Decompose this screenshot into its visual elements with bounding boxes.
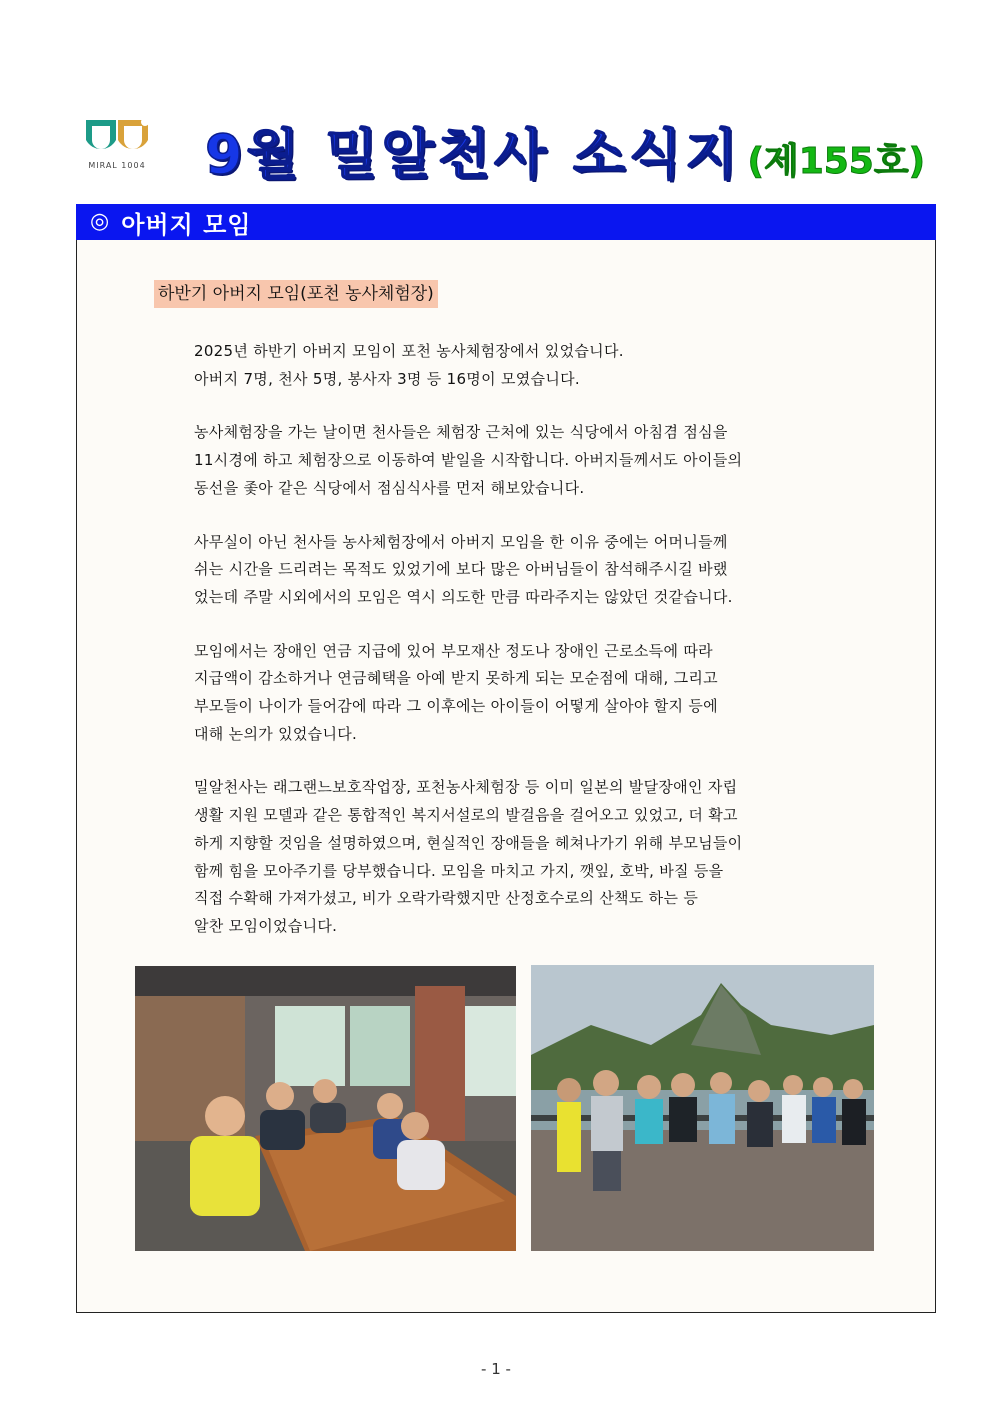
section-header xyxy=(76,204,936,240)
article-heading: 하반기 아버지 모임(포천 농사체험장) xyxy=(154,280,438,308)
paragraph-4: 모임에서는 장애인 연금 지급에 있어 부모재산 정도나 장애인 근로소득에 따라 지급액이 감소하거나 연금혜택을 아예 받지 못하게 되는 모순점에 대해, 그리고 부모들이 나이가 들어감에 따라 그 이후에는 아이들이 어떻게 살아야 할지 등에 대해 논의가 있었습니다. xyxy=(194,641,718,743)
paragraph-1: 2025년 하반기 아버지 모임이 포천 농사체험장에서 있었습니다. 아버지 7명, 천사 5명, 봉사자 3명 등 16명이 모였습니다. xyxy=(194,342,624,388)
title-main: 9월 밀알천사 소식지 xyxy=(205,123,742,186)
issue-number: (제155호) xyxy=(747,141,926,182)
photo-restaurant-meeting xyxy=(135,966,516,1251)
paragraph-2: 농사체험장을 가는 날이면 천사들은 체험장 근처에 있는 식당에서 아침겸 점심을 11시경에 하고 체험장으로 이동하여 밭일을 시작합니다. 아버지들께서도 아이들의 동선을 좇아 같은 식당에서 점심식사를 먼저 해보았습니다. xyxy=(194,423,743,497)
logo-text: MIRAL 1004 xyxy=(88,161,146,170)
section-title: 아버지 모임 xyxy=(121,210,252,239)
newsletter-title xyxy=(205,112,925,189)
paragraph-3: 사무실이 아닌 천사들 농사체험장에서 아버지 모임을 한 이유 중에는 어머니들께 쉬는 시간을 드리려는 목적도 있었기에 보다 많은 아버님들이 참석해주시길 바랬 었는데 주말 시외에서의 모임은 역시 의도한 만큼 따라주지는 않았던 것같습니다. xyxy=(194,532,733,606)
article-body xyxy=(194,338,854,967)
section-bullet: ◎ xyxy=(90,209,110,234)
paragraph-5: 밀알천사는 래그랜느보호작업장, 포천농사체험장 등 이미 일본의 발달장애인 자립 생활 지원 모델과 같은 통합적인 복지서설로의 발걸음을 걸어오고 있었고, 더 확고 하게 지향할 것임을 설명하였으며, 현실적인 장애들을 헤쳐나가기 위해 부모님들이 함께 힘을 모아주기를 당부했습니다. 모임을 마치고 가지, 깻잎, 호박, 바질 등을 직접 수확해 가져가셨고, 비가 오락가락했지만 산정호수로의 산책도 하는 등 알찬 모임이었습니다. xyxy=(194,778,743,935)
photo-group-lake xyxy=(531,965,874,1251)
page-number: - 1 - xyxy=(481,1360,511,1378)
miral-logo xyxy=(82,116,152,174)
leaf-logo-icon xyxy=(82,116,152,160)
